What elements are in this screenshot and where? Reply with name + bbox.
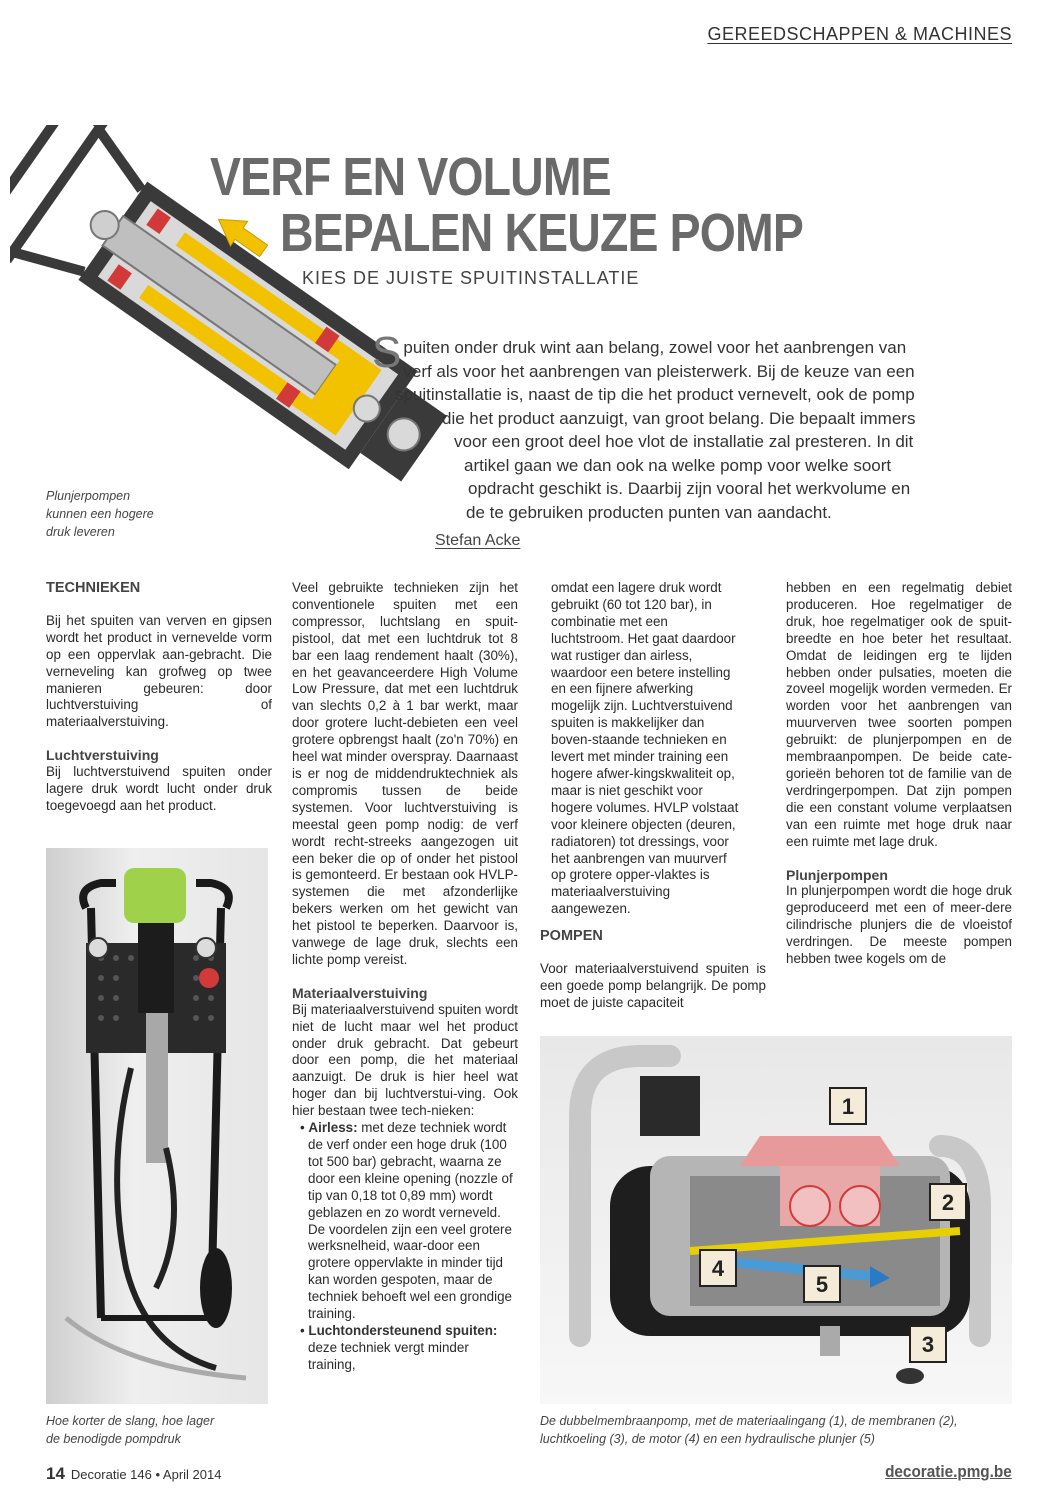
page-number: 14 [46,1464,65,1483]
list-item: • Luchtondersteunend spuiten: deze techniek vergt minder training, [300,1322,498,1372]
paragraph: Bij het spuiten van verven en gipsen wordt het product in vernevelde vorm op een oppervlak aan-gebracht. Die verneveling kan grofweg op twee manieren gebeuren: door luchtverstuiving of materiaalverstuiving. [46,612,272,730]
author-byline: Stefan Acke [435,532,521,549]
paragraph: Bij luchtverstuivend spuiten onder lagere druk wordt lucht onder druk toegevoegd aan het product. [46,764,272,813]
subheading-luchtverstuiving: Luchtverstuiving [46,747,159,764]
caption-photo2: De dubbelmembraanpomp, met de materiaalingang (1), de membranen (2), luchtkoeling (3), de motor (4) en een hydraulische plunjer (5) [540,1414,958,1446]
caption-line: Hoe korter de slang, hoe lager [46,1414,215,1428]
section-label: GEREEDSCHAPPEN & MACHINES [707,24,1012,44]
paragraph: Voor materiaalverstuivend spuiten is een goede pomp belangrijk. De pomp moet de juiste capaciteit [540,960,766,1010]
heading-technieken: TECHNIEKEN [46,580,141,596]
diagram-label: 1 [841,1094,855,1119]
paragraph: hebben en een regelmatig debiet produceren. Hoe regelmatiger de druk, hoe regelmatiger ook de spuit-breedte en hoe beter het resultaat. Omdat de leidingen erg te lijden hebben onder pulsaties, moeten die zoveel mogelijk worden vermeden. Er worden voor het aanbrengen van muurverven twee soorten pompen gebruikt: de plunjerpompen en de membraanpompen. De beide cate-gorieën behoren tot de familie van de verdringerpompen. Dat zijn pompen die een constant volume verplaatsen van een ruimte met hoge druk naar een ruimte met lage druk. [786,580,1012,849]
caption-line: kunnen een hogere [46,507,154,521]
intro-line: verf als voor het aanbrengen van pleisterwerk. Bij de keuze van een [403,361,915,381]
photo-membrane-pump [540,1036,1012,1404]
paragraph: Bij materiaalverstuivend spuiten wordt niet de lucht maar wel het product onder druk gebracht. Dat gebeurt door een pomp, die het materiaal aanzuigt. De druk is hier heel wat hoger dan bij luchtverstui-ving. Ook hier bestaan twee tech-nieken: [292,1001,518,1119]
article-title-line2: BEPALEN KEUZE POMP [280,203,803,263]
membrane-pump-diagram [540,1036,1012,1404]
intro-line: die het product aanzuigt, van groot belang. Die bepaalt immers [442,408,916,428]
caption-line: Plunjerpompen [46,489,131,503]
intro-line: artikel gaan we dan ook na welke pomp voor welke soort [464,455,892,475]
caption-line: druk leveren [46,525,115,539]
paragraph: omdat een lagere druk wordt gebruikt (60 tot 120 bar), in combinatie met een luchtstroom. Het gaat daardoor wat rustiger dan airless, waardoor een betere instelling en een fijnere afwerking mogelijk zijn. Luchtverstuivend spuiten is makkelijker dan boven-staande technieken en levert met minder training een hogere afwer-kingskwaliteit op, maar is niet geschikt voor hogere volumes. HVLP volstaat voor kleinere objecten (deuren, radiatoren) tot dressings, voor het aanbrengen van muurverf op grotere opper-vlaktes is materiaalverstuiving aangewezen. [551,580,739,917]
column-4 [786,580,1012,968]
footer-left [46,1464,221,1484]
intro-paragraph [372,328,932,524]
dropcap: S [372,328,402,377]
issue-info: Decoratie 146 • April 2014 [70,1467,222,1482]
intro-line: de te gebruiken producten punten van aandacht. [466,502,832,522]
list-item-text: met deze techniek wordt de verf onder een hoge druk (100 tot 500 bar) gebracht, waarna ze door een kleine opening (nozzle of tip van 0,18 tot 0,89 mm) wordt geblazen en zo wordt verneveld. De voordelen zijn een veel grotere werksnelheid, waar-door een grotere oppervlakte in minder tijd kan worden gespoten, maar de techniek behoeft wel een grondige training. [308,1120,513,1322]
diagram-label: 4 [711,1256,725,1281]
caption-illustration [46,487,154,541]
article-title-line1: VERF EN VOLUME [210,147,611,207]
technique-list [292,1120,518,1374]
column-1 [46,580,272,815]
photo-spray-pump [46,848,268,1404]
intro-line: voor een groot deel hoe vlot de installatie zal presteren. In dit [454,432,914,451]
heading-pompen: POMPEN [540,928,603,944]
list-item-label: Airless: [308,1120,358,1136]
article-subtitle: KIES DE JUISTE SPUITINSTALLATIE [302,268,640,288]
subheading-materiaalverstuiving: Materiaalverstuiving [292,984,428,1001]
caption-line: de benodigde pompdruk [46,1432,181,1446]
footer-site-link[interactable]: decoratie.pmg.be [885,1462,1012,1481]
intro-line: opdracht geschikt is. Daarbij zijn vooral het werkvolume en [468,479,911,498]
list-item: • Airless: met deze techniek wordt de verf onder een hoge druk (100 tot 500 bar) gebracht, waarna ze door een kleine opening (nozzle of tip van 0,18 tot 0,89 mm) wordt geblazen en zo wordt verneveld. De voordelen zijn een veel grotere werksnelheid, waar-door een grotere oppervlakte in minder tijd kan worden gespoten, maar de techniek behoeft wel een grondige training. [300,1120,513,1322]
caption-photo1 [46,1412,214,1448]
column-3-lower [540,928,766,1012]
paragraph: In plunjerpompen wordt die hoge druk geproduceerd met een of meer-dere cilindrische plunjers die de vloeistof verdringen. De meeste pompen hebben twee kogels om de [786,883,1012,967]
column-3 [551,580,741,918]
column-2 [292,580,518,1374]
intro-line: spuitinstallatie is, naast de tip die het product vernevelt, ook de pomp [395,385,915,404]
list-item-text: deze techniek vergt minder training, [308,1339,469,1372]
spray-pump-image [46,848,268,1404]
paragraph: Veel gebruikte technieken zijn het conventionele spuiten met een compressor, luchtslang en spuit-pistool, dat met een luchtdruk tot 8 bar een laag rendement haalt (30%), en het geavanceerdere High Volume Low Pressure, dat met een luchtdruk van slechts 0,2 à 1 bar werkt, maar door grotere lucht-debieten een veel grotere opbrengst haalt (zo'n 70%) en heel wat minder overspray. Daarnaast is er nog de middendruktechniek als compromis tussen de beide systemen. Voor luchtverstuiving is meestal geen pomp nodig: de verf wordt recht-streeks aangezogen uit een beker die op of onder het pistool is gemonteerd. Er bestaan ook HVLP-systemen die met afzonderlijke bekers werken om het gewicht van het pistool te beperken. Daarvoor is, vanwege de lage druk, slechts een lichte pomp vereist. [292,580,518,967]
diagram-label: 5 [815,1272,829,1297]
diagram-label: 2 [941,1190,955,1215]
diagram-label: 3 [921,1332,935,1357]
subheading-plunjerpompen: Plunjerpompen [786,866,888,883]
intro-line: puiten onder druk wint aan belang, zowel voor het aanbrengen van [403,338,907,357]
list-item-label: Luchtondersteunend spuiten: [308,1322,498,1338]
